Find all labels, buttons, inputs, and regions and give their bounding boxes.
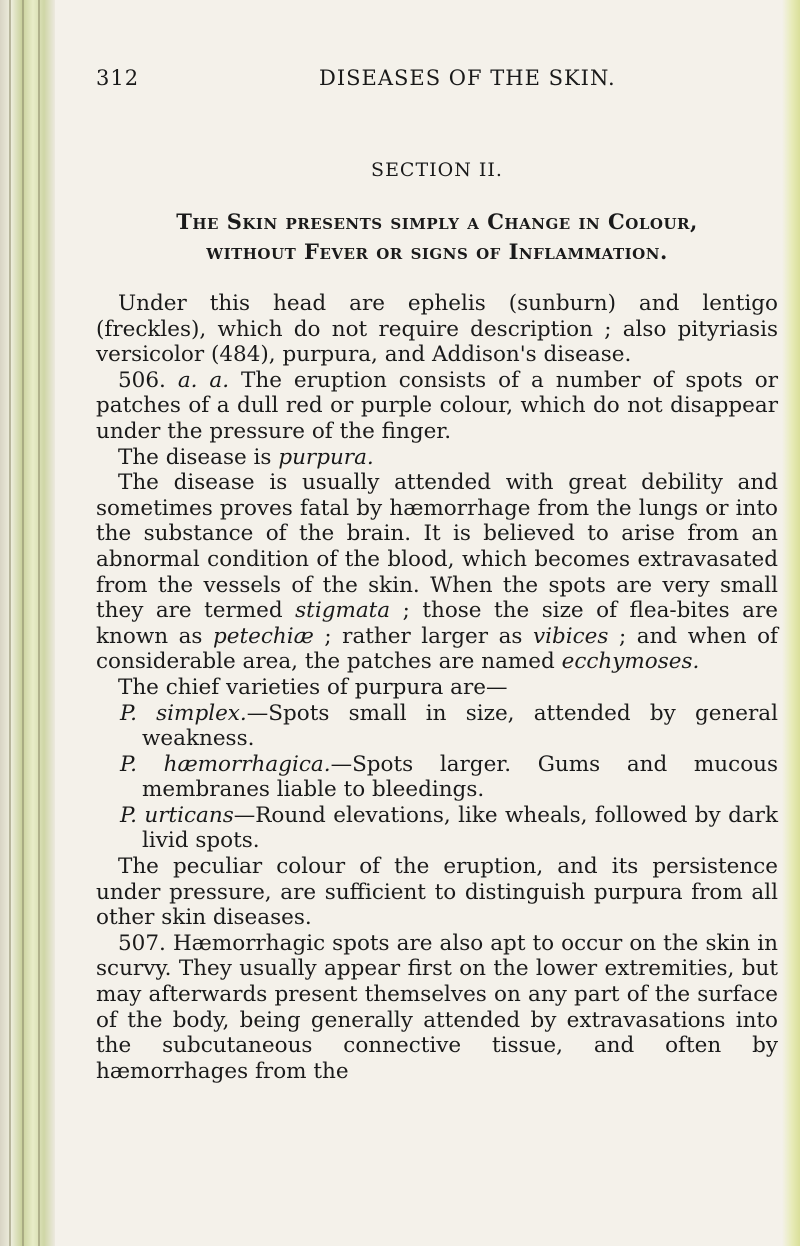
text-run: ; those the size of flea-bites are known as <box>96 598 778 649</box>
book-spine-edge <box>0 0 55 1246</box>
variety-description: —Round elevations, like wheals, followed by dark livid spots. <box>142 802 778 854</box>
varieties-intro: The chief varieties of purpura are— <box>118 674 508 700</box>
text-run: The disease is <box>118 444 272 470</box>
text-run: ; rather larger as <box>324 623 523 649</box>
variety-urticans <box>96 803 778 854</box>
book-page <box>96 66 778 1084</box>
page-number: 312 <box>96 66 140 90</box>
term-stigmata: stigmata <box>295 598 391 624</box>
running-title: DISEASES OF THE SKIN. <box>319 66 616 90</box>
variety-simplex <box>96 701 778 752</box>
text-run: ; and when of considerable area, the patches are named <box>96 623 778 675</box>
section-title: SECTION II. <box>371 159 503 181</box>
term-purpura: purpura. <box>278 444 374 470</box>
section-heading <box>96 207 778 267</box>
paragraph-number: 506. <box>118 367 166 393</box>
variety-haemorrhagica <box>96 752 778 803</box>
diagnosis-paragraph: The peculiar colour of the eruption, and its persistence under pressure, are sufficient to distinguish purpura from all other skin diseases. <box>96 854 778 931</box>
spine-line <box>22 0 24 1246</box>
paragraph-506 <box>96 368 778 445</box>
term-vibices: vibices <box>532 623 609 649</box>
term-ecchymoses: ecchymoses. <box>561 649 700 675</box>
paragraph-507 <box>96 931 778 1085</box>
body-text <box>96 291 778 1084</box>
text-run: The disease is usually attended with great debility and sometimes proves fatal by hæmorrhage from the lungs or into the substance of the brain. It is believed to arise from an abnormal condition of the blood, which becomes extravasated from the vessels of the skin. When the spots are very small they are termed <box>96 470 778 624</box>
heading-line-1: The Skin presents simply a Change in Colour, <box>176 209 698 234</box>
running-head <box>96 66 778 106</box>
intro-paragraph: Under this head are ephelis (sunburn) and lentigo (freckles), which do not require description ; also pityriasis versicolor (484), purpura, and Addison's disease. <box>96 291 778 368</box>
paragraph-text: Hæmorrhagic spots are also apt to occur on the skin in scurvy. They usually appear first on the lower extremities, but may afterwards present themselves on any part of the surface of the body, being generally attended by extravasations into the subcutaneous connective tissue, and often by hæmorrhages from the <box>96 930 778 1084</box>
disease-name-line <box>96 445 778 471</box>
spine-line <box>9 0 11 1246</box>
variety-name: P. urticans <box>120 802 234 828</box>
term-petechiae: petechiæ <box>213 623 314 649</box>
description-paragraph <box>96 470 778 675</box>
variety-name: P. simplex. <box>120 700 247 726</box>
variety-name: P. hæmorrhagica. <box>120 751 331 777</box>
figure-reference: a. a. <box>177 367 230 393</box>
spine-line <box>38 0 40 1246</box>
page-right-edge <box>782 0 800 1246</box>
variety-description: —Spots small in size, attended by general weakness. <box>142 700 778 752</box>
paragraph-text: The eruption consists of a number of spots or patches of a dull red or purple colour, which do not disappear under the pressure of the finger. <box>96 367 778 444</box>
paragraph-number: 507. <box>118 930 166 956</box>
heading-line-2: without Fever or signs of Inflammation. <box>206 239 668 264</box>
variety-description: —Spots larger. Gums and mucous membranes liable to bleedings. <box>142 751 779 803</box>
